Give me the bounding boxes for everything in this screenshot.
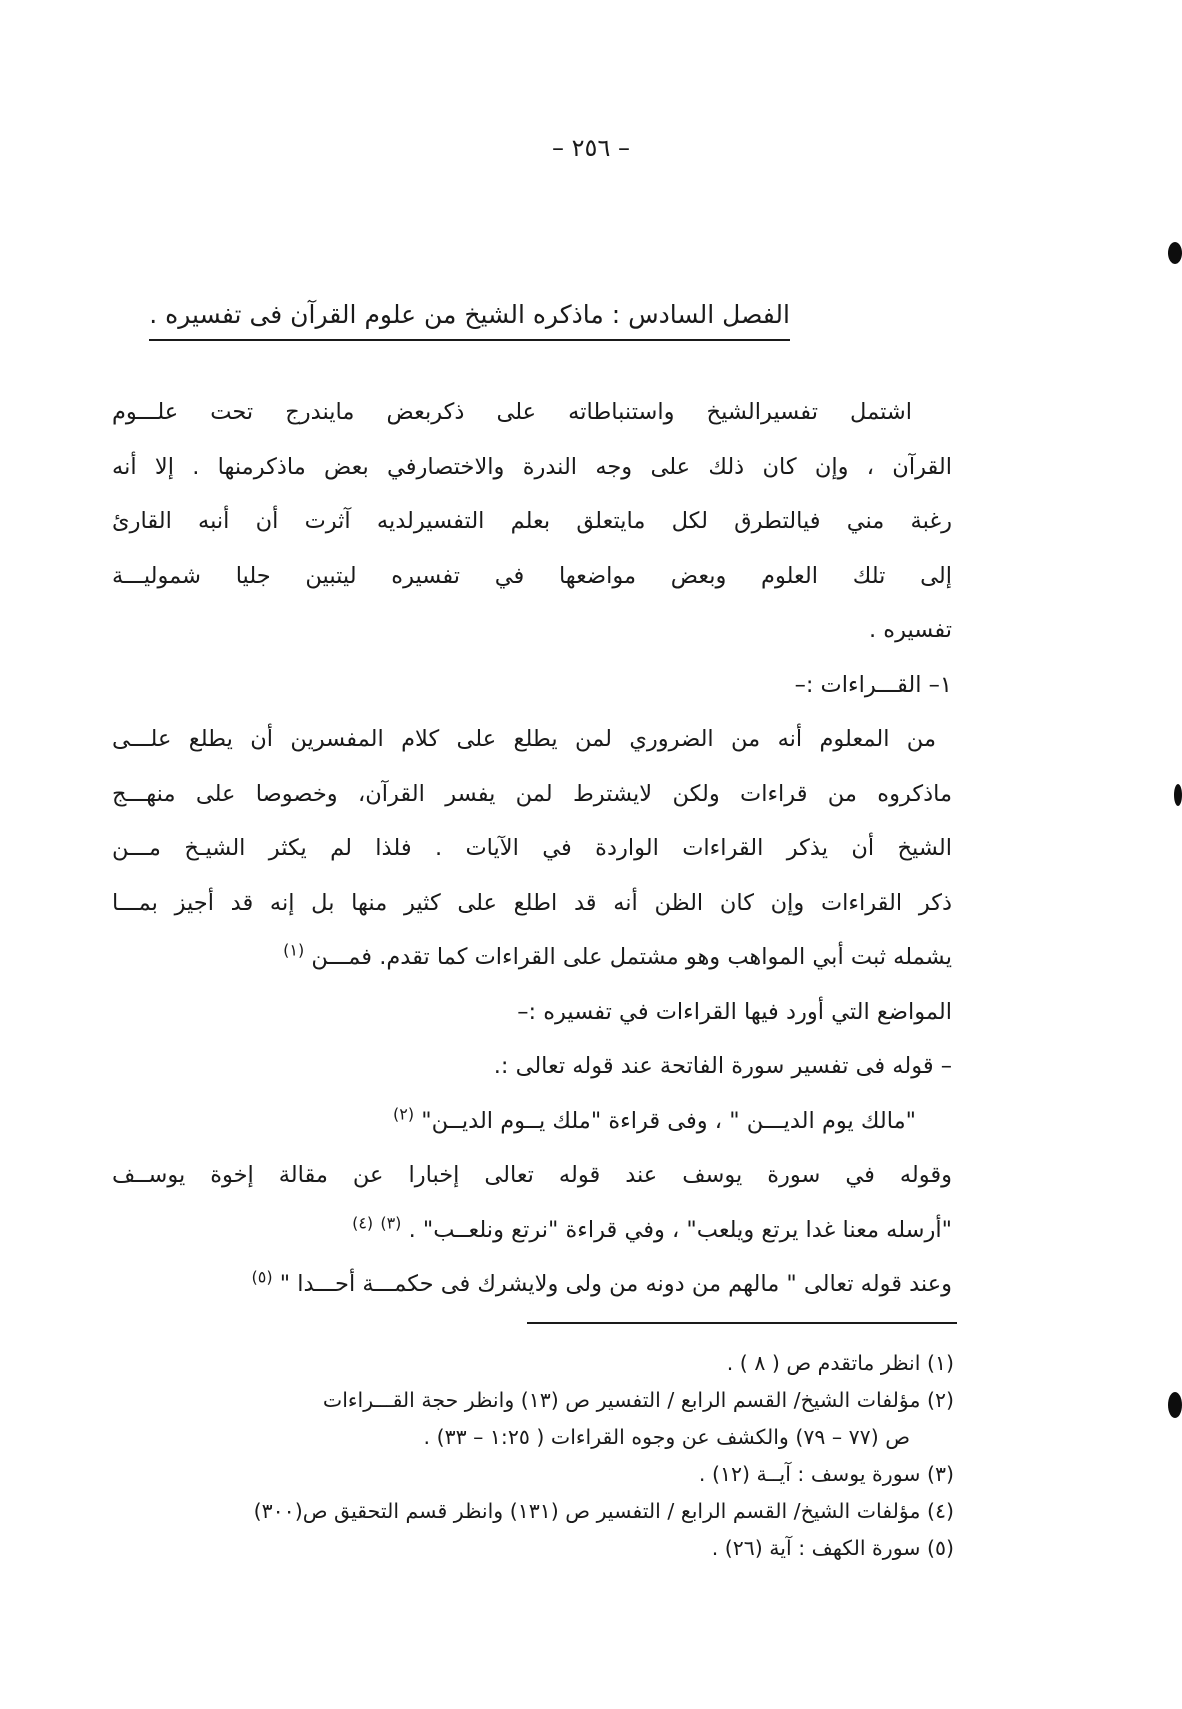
section-line: المواضع التي أورد فيها القراءات في تفسيره :–: [517, 998, 952, 1025]
body-text: [112, 385, 952, 1312]
section-heading: ١– القـــراءات :–: [794, 671, 952, 698]
footnote-mark-5: (٥): [251, 1267, 273, 1287]
chapter-title: الفصل السادس : ماذكره الشيخ من علوم القرآن فى تفسيره .: [149, 300, 790, 341]
yusuf-line: وقوله في سورة يوسف عند قوله تعالى إخبارا عن مقالة إخوة يوســف: [112, 1162, 952, 1188]
footnote-mark-4: (٤): [352, 1213, 374, 1232]
footnote-2: (٢) مؤلفات الشيخ/ القسم الرابع / التفسير ص (١٣) وانظر حجة القـــراءات: [322, 1388, 954, 1412]
verse-yusuf: [112, 1203, 952, 1258]
example-intro: – قوله فى تفسير سورة الفاتحة عند قوله تعالى :.: [493, 1053, 952, 1079]
intro-line: تفسيره .: [868, 617, 952, 643]
footnotes: [54, 1345, 954, 1567]
page-number: – ٢٥٦ –: [552, 134, 630, 162]
intro-line: إلى تلك العلوم وبعض مواضعها في تفسيره ليتبين جليا شموليـــة: [112, 562, 952, 589]
verse-text: "مالك يوم الديـــن " ، وفى قراءة "ملك يــوم الديــن": [421, 1107, 916, 1134]
scan-mark: [1168, 242, 1182, 264]
footnote-5: (٥) سورة الكهف : آية (٢٦) .: [711, 1536, 954, 1560]
footnote-mark-1: (١): [283, 940, 305, 960]
verse-fatiha: [112, 1094, 952, 1149]
kahf-line: [112, 1257, 952, 1312]
scan-mark: [1174, 784, 1182, 806]
section-line: ذكر القراءات وإن كان الظن أنه قد اطلع على كثير منها بل إنه قد أجيز بمـــا: [112, 889, 952, 916]
section-line-with-mark: [112, 930, 952, 985]
footnote-1: (١) انظر ماتقدم ص ( ٨ ) .: [726, 1351, 954, 1375]
footnote-divider: [527, 1322, 957, 1324]
section-line: من المعلوم أنه من الضروري لمن يطلع على كلام المفسرين أن يطلع علـــى: [112, 726, 936, 752]
kahf-text: وعند قوله تعالى " مالهم من دونه من ولى ولايشرك فى حكمـــة أحـــدا ": [279, 1271, 952, 1297]
footnote-2-continued: ص (٧٧ – ٧٩) والكشف عن وجوه القراءات ( ١:٢٥ – ٣٣) .: [423, 1425, 910, 1449]
intro-line: القرآن ، وإن كان ذلك على وجه الندرة والاختصارفي بعض ماذكرمنها . إلا أنه: [112, 453, 952, 480]
section-line: ماذكروه من قراءات ولكن لايشترط لمن يفسر القرآن، وخصوصا على منهـــج: [112, 780, 952, 807]
verse-text: "أرسله معنا غدا يرتع ويلعب" ، وفي قراءة "نرتع ونلعــب" .: [408, 1216, 952, 1243]
footnote-mark-2: (٢): [392, 1104, 415, 1123]
footnote-3: (٣) سورة يوسف : آيــة (١٢) .: [698, 1462, 954, 1486]
section-line: الشيخ أن يذكر القراءات الواردة في الآيات . فلذا لم يكثر الشيـخ مـــن: [112, 835, 952, 861]
footnote-mark-3: (٣): [380, 1213, 402, 1232]
intro-line: رغبة مني فيالتطرق لكل مايتعلق بعلم التفسيرلديه آثرت أن أنبه القارئ: [112, 508, 952, 534]
footnote-4: (٤) مؤلفات الشيخ/ القسم الرابع / التفسير ص (١٣١) وانظر قسم التحقيق ص(٣٠٠): [253, 1499, 954, 1523]
section-line: يشمله ثبت أبي المواهب وهو مشتمل على القراءات كما تقدم. فمـــن: [311, 944, 952, 970]
scan-mark: [1168, 1392, 1182, 1418]
intro-line: اشتمل تفسيرالشيخ واستنباطاته على ذكربعض مايندرج تحت علـــوم: [112, 399, 912, 425]
